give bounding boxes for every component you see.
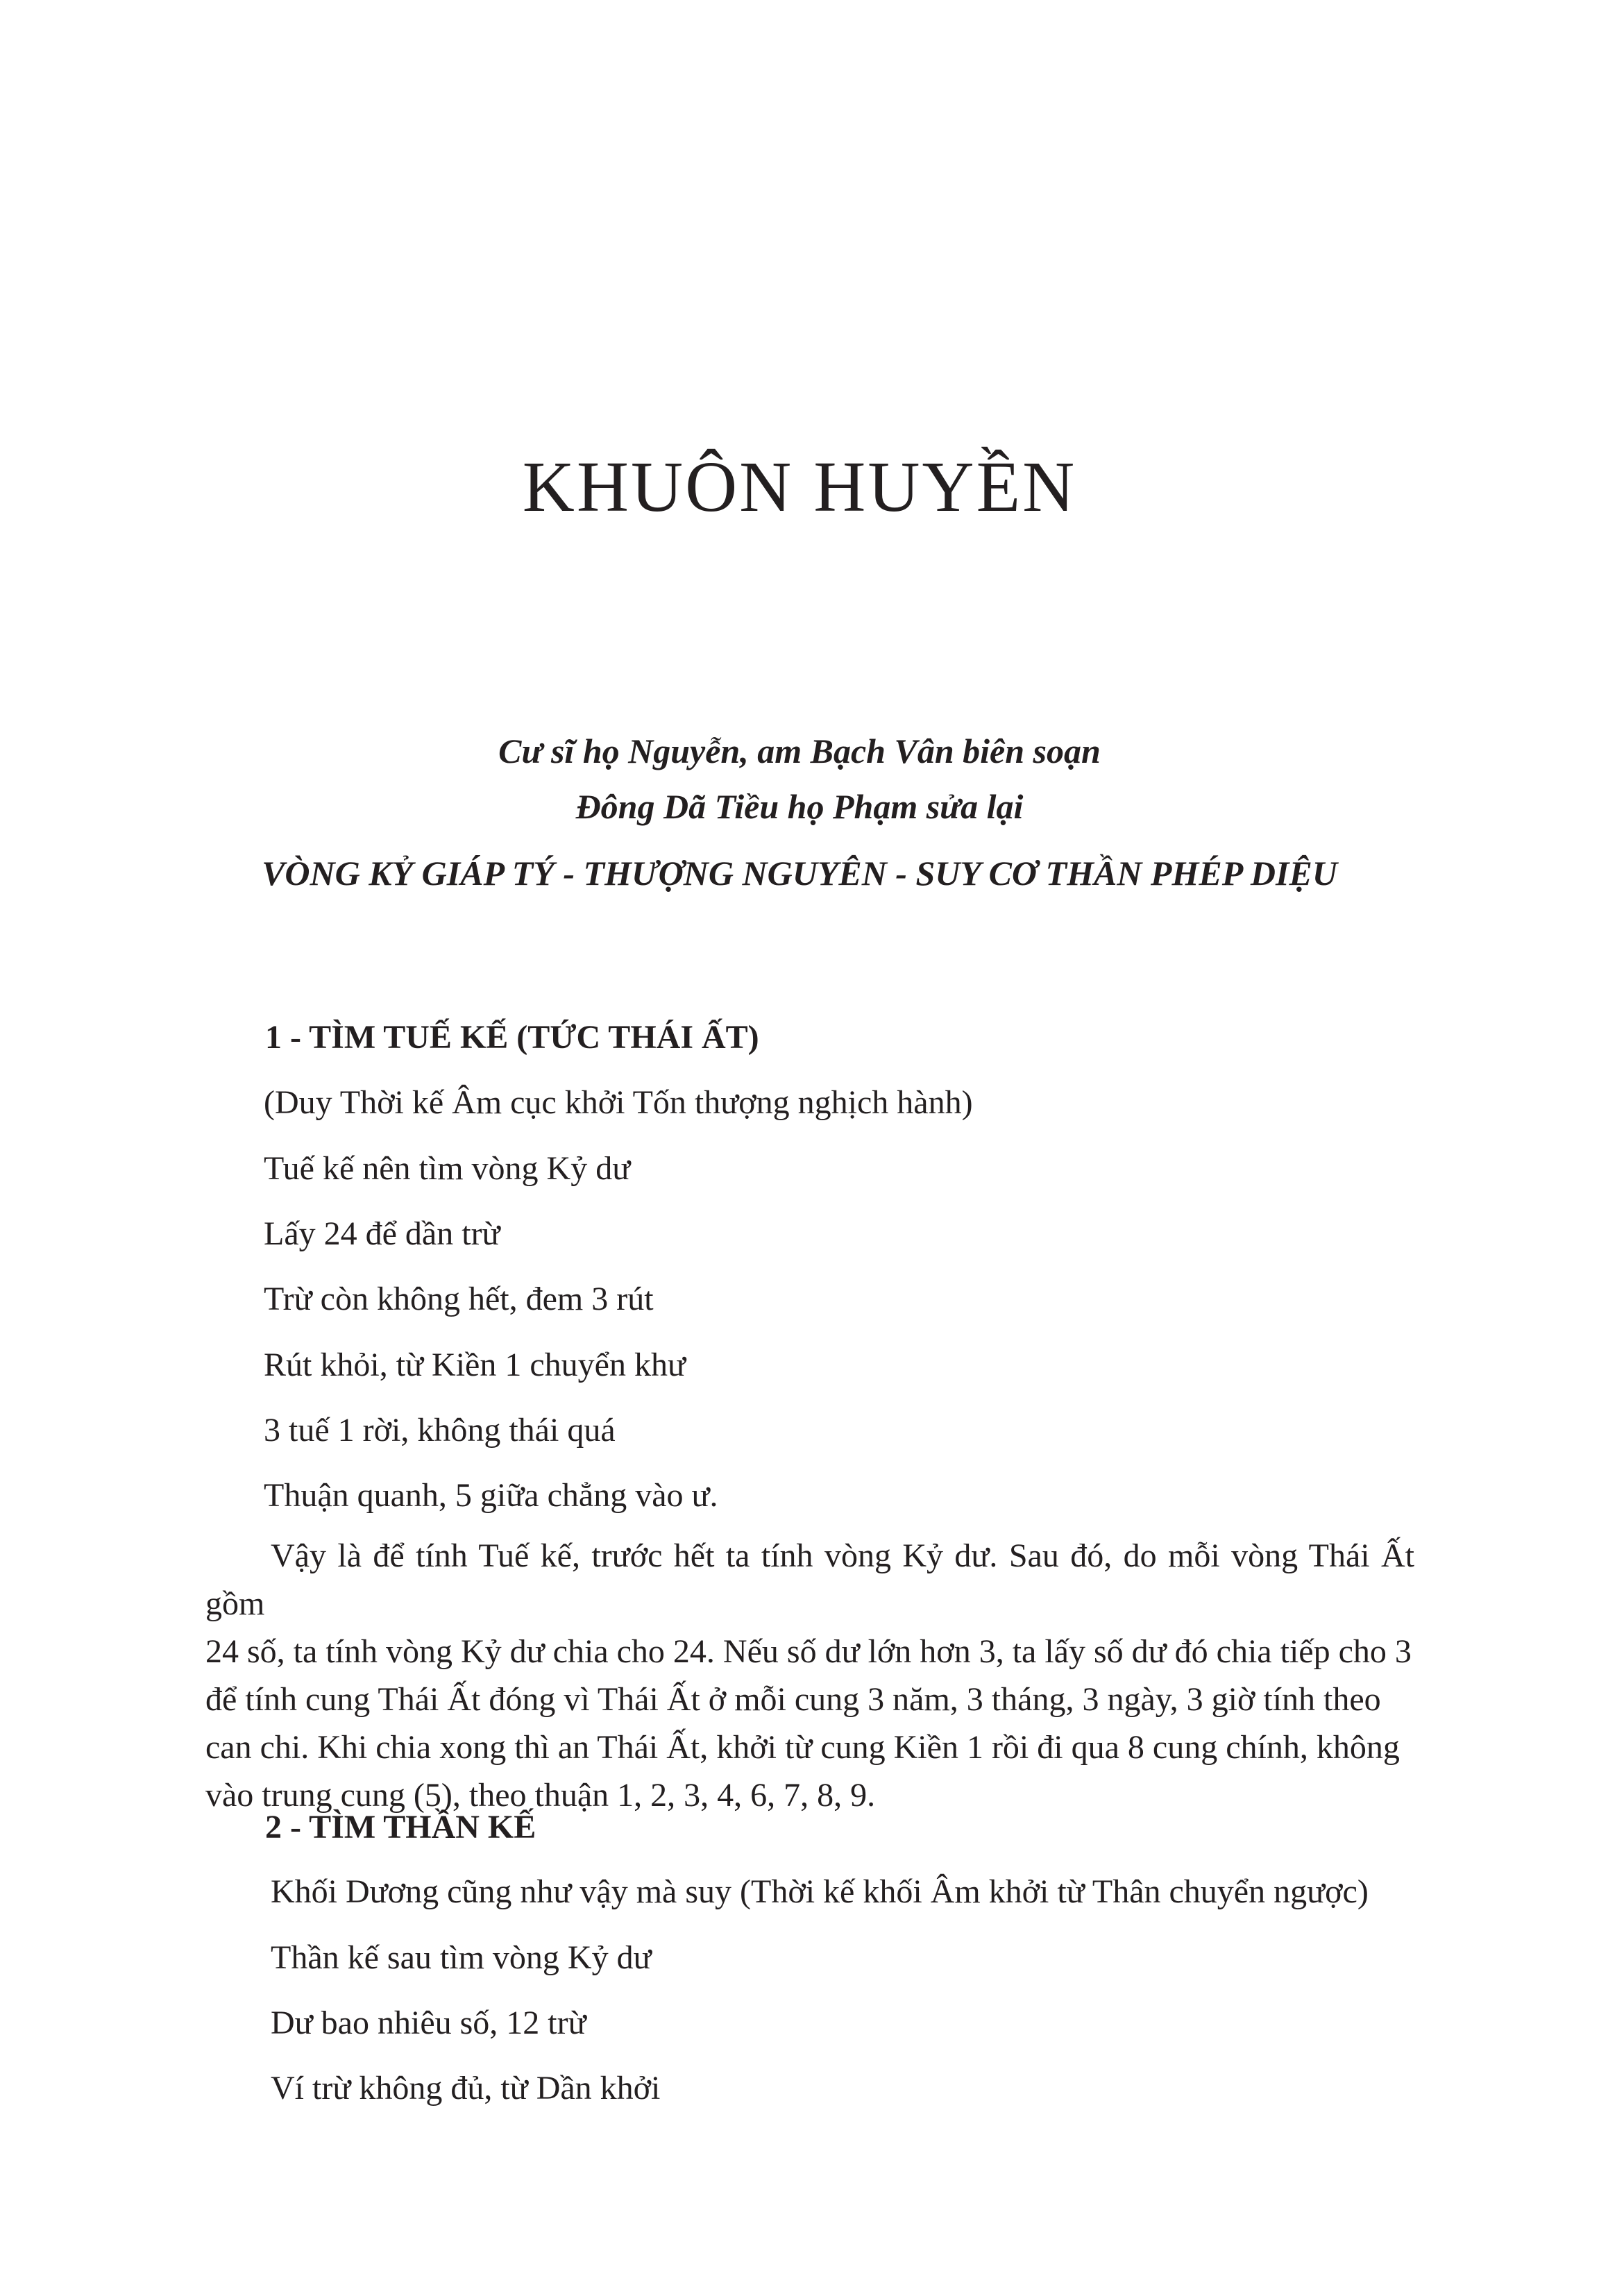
verse-line: Tuế kế nên tìm vòng Kỷ dư [264,1150,631,1187]
verse-line: 3 tuế 1 rời, không thái quá [264,1412,616,1449]
verse-line: Rút khỏi, từ Kiền 1 chuyển khư [264,1347,686,1383]
verse-line: Thuận quanh, 5 giữa chẳng vào ư. [264,1477,718,1514]
chapter-subtitle: VÒNG KỶ GIÁP TÝ - THƯỢNG NGUYÊN - SUY CƠ THẦN PHÉP DIỆU [262,854,1337,893]
editor-line: Đông Dã Tiều họ Phạm sửa lại [575,787,1024,826]
verse-line: Khối Dương cũng như vậy mà suy (Thời kế khối Âm khởi từ Thân chuyển ngược) [271,1873,1369,1910]
section-1-heading: 1 - TÌM TUẾ KẾ (TỨC THÁI ẤT) [265,1019,759,1056]
verse-line: Trừ còn không hết, đem 3 rút [264,1281,654,1317]
author-line: Cư sĩ họ Nguyễn, am Bạch Vân biên soạn [498,732,1101,770]
paragraph-line: Vậy là để tính Tuế kế, trước hết ta tính vòng Kỷ dư. Sau đó, do mỗi vòng Thái Ất gồm [205,1537,1414,1622]
paragraph-line: vào trung cung (5), theo thuận 1, 2, 3, 4, 6, 7, 8, 9. [205,1777,876,1814]
paragraph-line: 24 số, ta tính vòng Kỷ dư chia cho 24. Nếu số dư lớn hơn 3, ta lấy số dư đó chia tiếp cho 3 [205,1633,1412,1670]
verse-line: Ví trừ không đủ, từ Dần khởi [271,2070,661,2107]
verse-line: Thần kế sau tìm vòng Kỷ dư [271,1939,652,1976]
section-1-paragraph [205,1532,1414,1819]
verse-line: Lấy 24 để dần trừ [264,1215,500,1252]
section-2-heading: 2 - TÌM THẦN KẾ [265,1809,536,1846]
paragraph-line: để tính cung Thái Ất đóng vì Thái Ất ở mỗi cung 3 năm, 3 tháng, 3 ngày, 3 giờ tính theo [205,1681,1381,1718]
verse-line: Dư bao nhiêu số, 12 trừ [271,2004,586,2041]
verse-line: (Duy Thời kế Âm cục khởi Tốn thượng nghịch hành) [264,1084,973,1121]
paragraph-line: can chi. Khi chia xong thì an Thái Ất, khởi từ cung Kiền 1 rồi đi qua 8 cung chính, không [205,1729,1400,1766]
page-title: KHUÔN HUYỀN [522,447,1077,527]
